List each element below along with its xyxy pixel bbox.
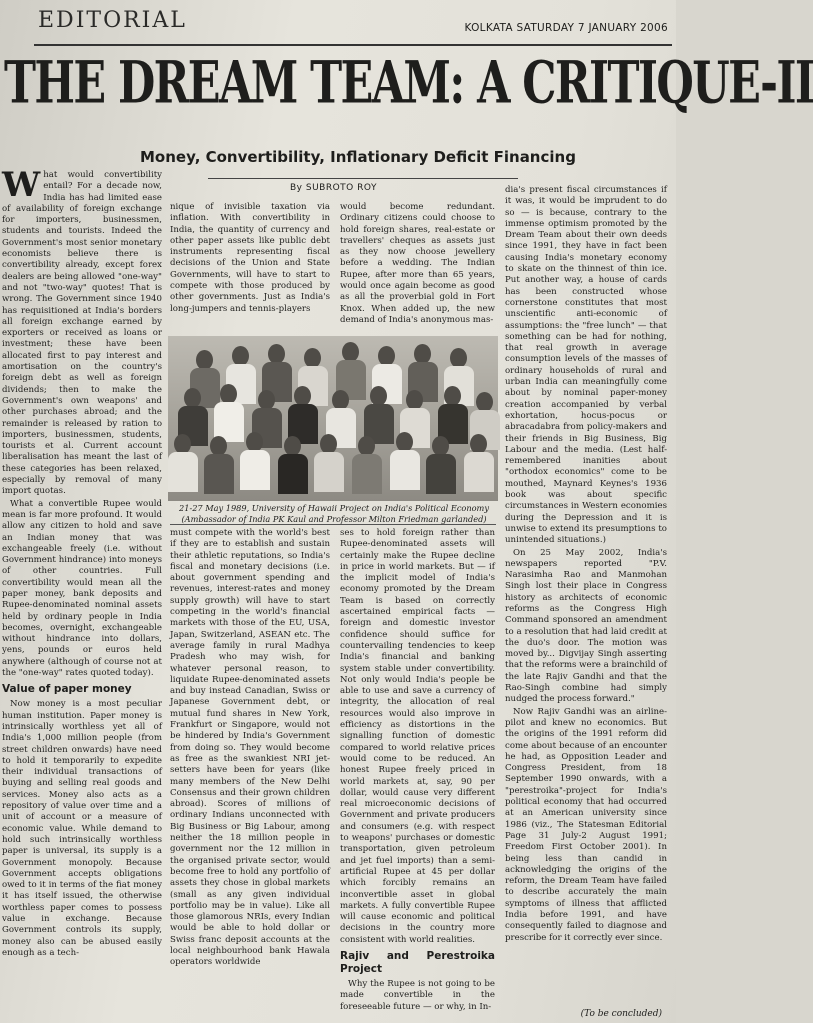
to-be-concluded-note: (To be concluded) [580, 1009, 662, 1019]
paragraph: On 25 May 2002, India's newspapers reported "P.V. Narasimha Rao and Manmohan Singh lost their place in Congress history as architects of economic reforms as the Congress High Command sponsored an amendment to a resolution that had laid credit at the duo's door. The motion was moved by... Digvijay Singh asserting that the reforms were a brainchild of the late Rajiv Gandhi and that the Rao-Singh combine had simply nudged the process forward." [505, 547, 667, 705]
paragraph: Now money is a most peculiar human institution. Paper money is intrinsically worthless yet all of India's 1,000 million people (from street children onwards) have need to hold it temporarily to expedite their individual transactions of buying and selling real goods and services. Money also acts as a repository of value over time and a unit of account or a measure of economic value. While demand to hold such intrinsically worthless paper is universal, its supply is a Government monopoly. Because Government accepts obligations owed to it in terms of the fiat money it has itself issued, the otherwise worthless paper comes to possess value in exchange. Because Government controls its supply, money also can be abused easily enough as a tech- [2, 699, 162, 958]
paragraph: What a convertible Rupee would mean is far more profound. It would allow any citizen to hold and save an Indian money that was exchangeable freely (i.e. without Government hindrance) into moneys of other countries. Full convertibility would mean all the paper money, bank deposits and Rupee-denominated nominal assets held by ordinary people in India becomes, overnight, exchangeable without hindrance into dollars, yens, pounds or euros held anywhere (although of course not at the "one-way" rates quoted today). [2, 498, 162, 679]
section-label: EDITORIAL [38, 8, 187, 33]
paragraph: ses to hold foreign rather than Rupee-denominated assets will certainly make the Rupee decline in price in world markets. But — if the implicit model of India's economy promoted by the Dream Team is based on correctly ascertained empirical facts — foreign and domestic investor confidence should suffice for countervailing tendencies to keep India's financial and banking system stable under convertibility. Not only would India's people be able to use and save a currency of integrity, the allocation of real resources would also improve in efficiency as distortions in the signalling function of domestic compared to world relative prices would come to be reduced. An honest Rupee freely priced in world markets at, say, 90 per dollar, would cause very different real microeconomic decisions of Government and private producers and consumers (e.g. with respect to weapons' purchases or domestic transportation, given petroleum and jet fuel imports) than a semi-artificial Rupee at 45 per dollar which forcibly remains an inconvertible asset in global markets. A fully convertible Rupee will cause economic and political decisions in the country more consistent with world realities. [340, 528, 495, 945]
paragraph-text: hat would convertibility entail? For a decade now, India has had limited ease of availability of foreign exchange for importers, businessmen, students and tourists. Indeed the Government's most senior monetary economists believe there is convertibility already, except forex dealers are being allowed "one-way" and not "two-way" quotes! That is wrong. The Government since 1940 has requisitioned at India's borders all foreign exchange earned by exporters or received as loans or investment; these have been allocated first to pay interest and amortisation on the country's foreign debt as well as foreign dividends; then to make the Government's own weapons' and other purchases abroad; and the remainder is released by ration to importers, businessmen, students, tourists et al. Current account liberalisation has meant the last of these categories has been relaxed, especially by removal of many import quotas. [2, 170, 162, 497]
headline: THE DREAM TEAM: A CRITIQUE-II [4, 50, 813, 118]
column-2-bottom [170, 528, 330, 1018]
column-3-top [340, 202, 495, 334]
paragraph [2, 165, 162, 498]
paragraph: Why the Rupee is not going to be made convertible in the foreseeable future — or why, in In- [340, 978, 495, 1012]
paragraph: must compete with the world's best if they are to establish and sustain their athletic reputations, so India's fiscal and monetary decisions (i.e. about government spending and revenues, interest-rates and money supply growth) will have to start competing in the world's financial markets with those of the EU, USA, Japan, Switzerland, ASEAN etc. The average family in rural Madhya Pradesh who may wish, for whatever personal reason, to liquidate Rupee-denominated assets and buy instead Canadian, Swiss or Japanese Government debt, or mutual fund shares in New York, Frankfurt or Singapore, would not be hindered by India's Government from doing so. They would become as free as the swankiest NRI jet-setters have been for years (like many members of the New Delhi Consensus and their grown children abroad). Scores of millions of ordinary Indians unconnected with Big Business or Big Labour, among neither the 18 million people in government nor the 12 million in the organised private sector, would become free to hold any portfolio of assets they chose in global markets (small as any given individual portfolio may be in value). Like all those glamorous NRIs, every Indian would be able to hold dollar or Swiss franc deposit accounts at the local neighbourhood bank Hawala operators worldwide [170, 528, 330, 968]
group-photo [168, 336, 498, 501]
dropcap: W [2, 165, 41, 205]
byline: By SUBROTO ROY [290, 183, 377, 193]
paragraph: dia's present fiscal circumstances if it was, it would be imprudent to do so — is because, contrary to the immense optimism promoted by the Dream Team about their own deeds since 1991, they have in fact been causing India's monetary economy to skate on the thinnest of thin ice. Put another way, a house of cards has been constructed whose cornerstone constitutes that most unscientific anti-economic of assumptions: the "free lunch" — that something can be had for nothing, that real growth in average consumption levels of the masses of ordinary households of rural and urban India can meaningfully come about by nominal paper-money creation accompanied by verbal exhortation, hocus-pocus or abracadabra from policy-makers and their friends in Big Business, Big Labour and the media. (Lest half-remembered inanities about "orthodox economics" come to be mouthed, Maynard Keynes's 1936 book was about specific circumstances in Western economies during the Depression and it is unwise to extend its presumptions to unintended situations.) [505, 185, 667, 546]
column-3-bottom [340, 528, 495, 1018]
column-4 [505, 185, 667, 995]
subheading: Value of paper money [2, 683, 132, 696]
column-1 [2, 165, 162, 1018]
photo-caption: 21-27 May 1989, University of Hawaii Project on India's Political Economy (Ambassador of India PK Kaul and Professor Milton Friedman garlanded) [179, 503, 489, 524]
subheading: Rajiv and Perestroika Project [340, 949, 495, 975]
paragraph: Now Rajiv Gandhi was an airline-pilot and knew no economics. But the origins of the 1991 reform did come about because of an encounter he had, as Opposition Leader and Congress President, from 18 September 1990 onwards, with a "perestroika"-project for India's political economy that had occurred at an American university since 1986 (viz., The Statesman Editorial Page 31 July-2 August 1991; Freedom First October 2001). In being less than candid in acknowledging the origins of the reform, the Dream Team have failed to describe accurately the main symptoms of illness that afflicted India before 1991, and have consequently failed to diagnose and prescribe for it correctly ever since. [505, 706, 667, 943]
masthead-rule [34, 44, 672, 46]
byline-rule [208, 178, 518, 179]
dateline: KOLKATA SATURDAY 7 JANUARY 2006 [464, 22, 668, 34]
paragraph: nique of invisible taxation via inflation. With convertibility in India, the quantity of currency and other paper assets like public debt instruments representing fiscal decisions of the Union and State Governments, will have to start to compete with those produced by other governments. Just as India's long-jumpers and tennis-players [170, 202, 330, 314]
column-2-top [170, 202, 330, 334]
paragraph: would become redundant. Ordinary citizens could choose to hold foreign shares, real-estate or travellers' cheques as assets just as they now choose jewellery before a wedding. The Indian Rupee, after more than 65 years, would once again become as good as all the proverbial gold in Fort Knox. When added up, the new demand of India's anonymous mas- [340, 202, 495, 325]
subhead: Money, Convertibility, Inflationary Deficit Financing [140, 148, 576, 166]
caption-rule [170, 524, 496, 525]
